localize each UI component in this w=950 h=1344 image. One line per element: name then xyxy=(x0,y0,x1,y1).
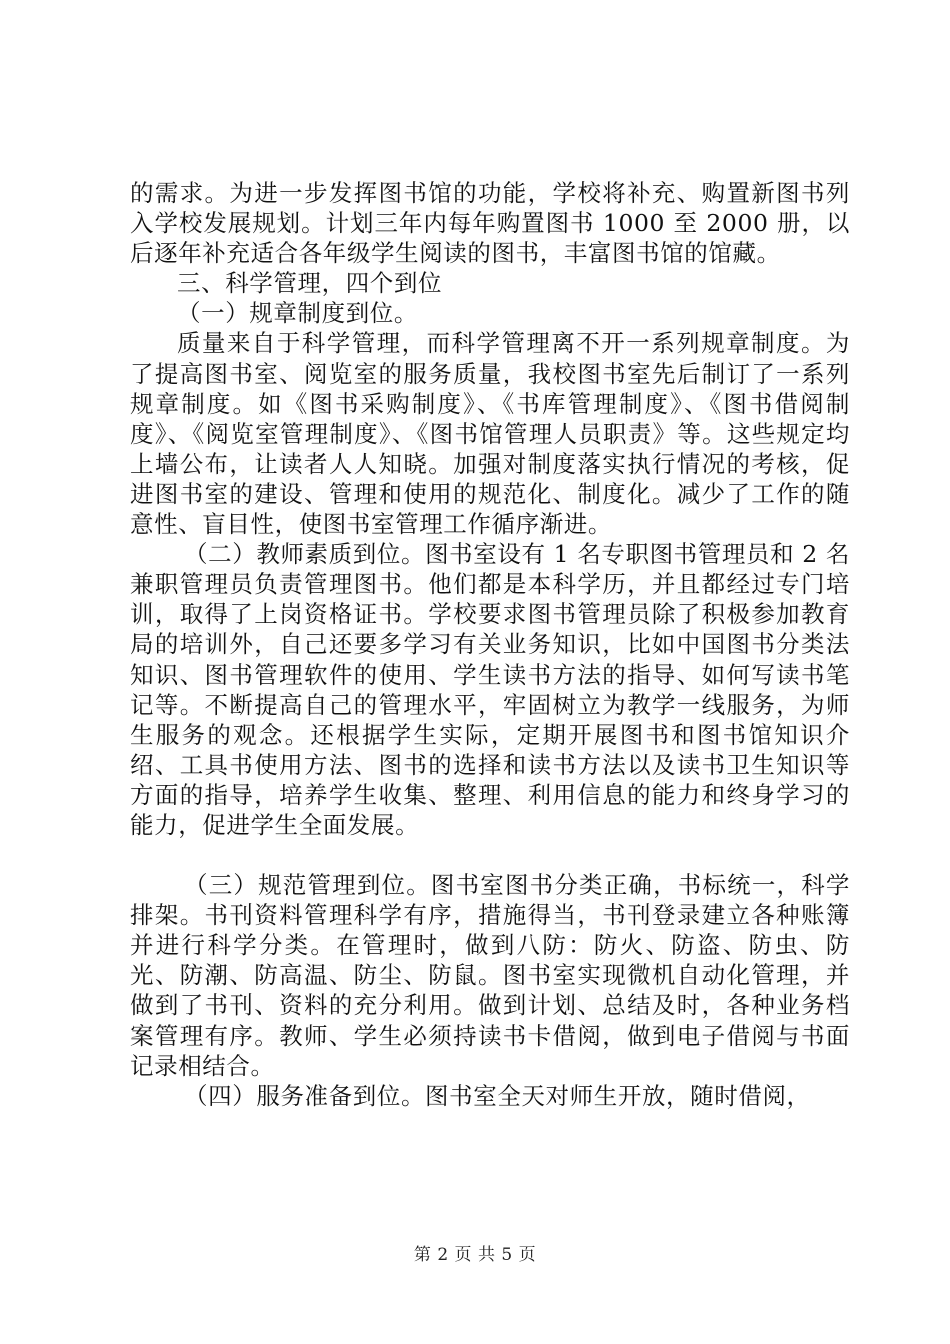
paragraph-library-needs: 的需求。为进一步发挥图书馆的功能，学校将补充、购置新图书列入学校发展规划。计划三年内每年购置图书 1000 至 2000 册，以后逐年补充适合各年级学生阅读的图书，丰富图书馆的馆藏。 xyxy=(130,179,850,268)
paragraph-standard-management: （三）规范管理到位。图书室图书分类正确，书标统一，科学排架。书刊资料管理科学有序，措施得当，书刊登录建立各种账簿并进行科学分类。在管理时，做到八防：防火、防盗、防虫、防光、防潮、防高温、防尘、防鼠。图书室实现微机自动化管理，并做到了书刊、资料的充分利用。做到计划、总结及时，各种业务档案管理有序。教师、学生必须持读书卡借阅，做到电子借阅与书面记录相结合。 xyxy=(130,871,850,1080)
section-heading-scientific-management: 三、科学管理，四个到位 xyxy=(177,269,443,298)
paragraph-service-preparation: （四）服务准备到位。图书室全天对师生开放，随时借阅， xyxy=(184,1081,811,1110)
page-number-footer: 第 2 页 共 5 页 xyxy=(413,1245,537,1265)
subheading-rules-and-regulations: （一）规章制度到位。 xyxy=(177,299,418,328)
document-body xyxy=(130,178,850,1111)
paragraph-rules-and-regulations: 质量来自于科学管理，而科学管理离不开一系列规章制度。为了提高图书室、阅览室的服务质量，我校图书室先后制订了一系列规章制度。如《图书采购制度》、《书库管理制度》、《图书借阅制度》、《阅览室管理制度》、《图书馆管理人员职责》等。这些规定均上墙公布，让读者人人知晓。加强对制度落实执行情况的考核，促进图书室的建设、管理和使用的规范化、制度化。减少了工作的随意性、盲目性，使图书室管理工作循序渐进。 xyxy=(130,329,850,539)
paragraph-teacher-quality: （二）教师素质到位。图书室设有 1 名专职图书管理员和 2 名兼职管理员负责管理图书。他们都是本科学历，并且都经过专门培训，取得了上岗资格证书。学校要求图书管理员除了积极参加教育局的培训外，自己还要多学习有关业务知识，比如中国图书分类法知识、图书管理软件的使用、学生读书方法的指导、如何写读书笔记等。不断提高自己的管理水平，牢固树立为教学一线服务，为师生服务的观念。还根据学生实际，定期开展图书和图书馆知识介绍、工具书使用方法、图书的选择和读书方法以及读书卫生知识等方面的指导，培养学生收集、整理、利用信息的能力和终身学习的能力，促进学生全面发展。 xyxy=(130,540,850,839)
